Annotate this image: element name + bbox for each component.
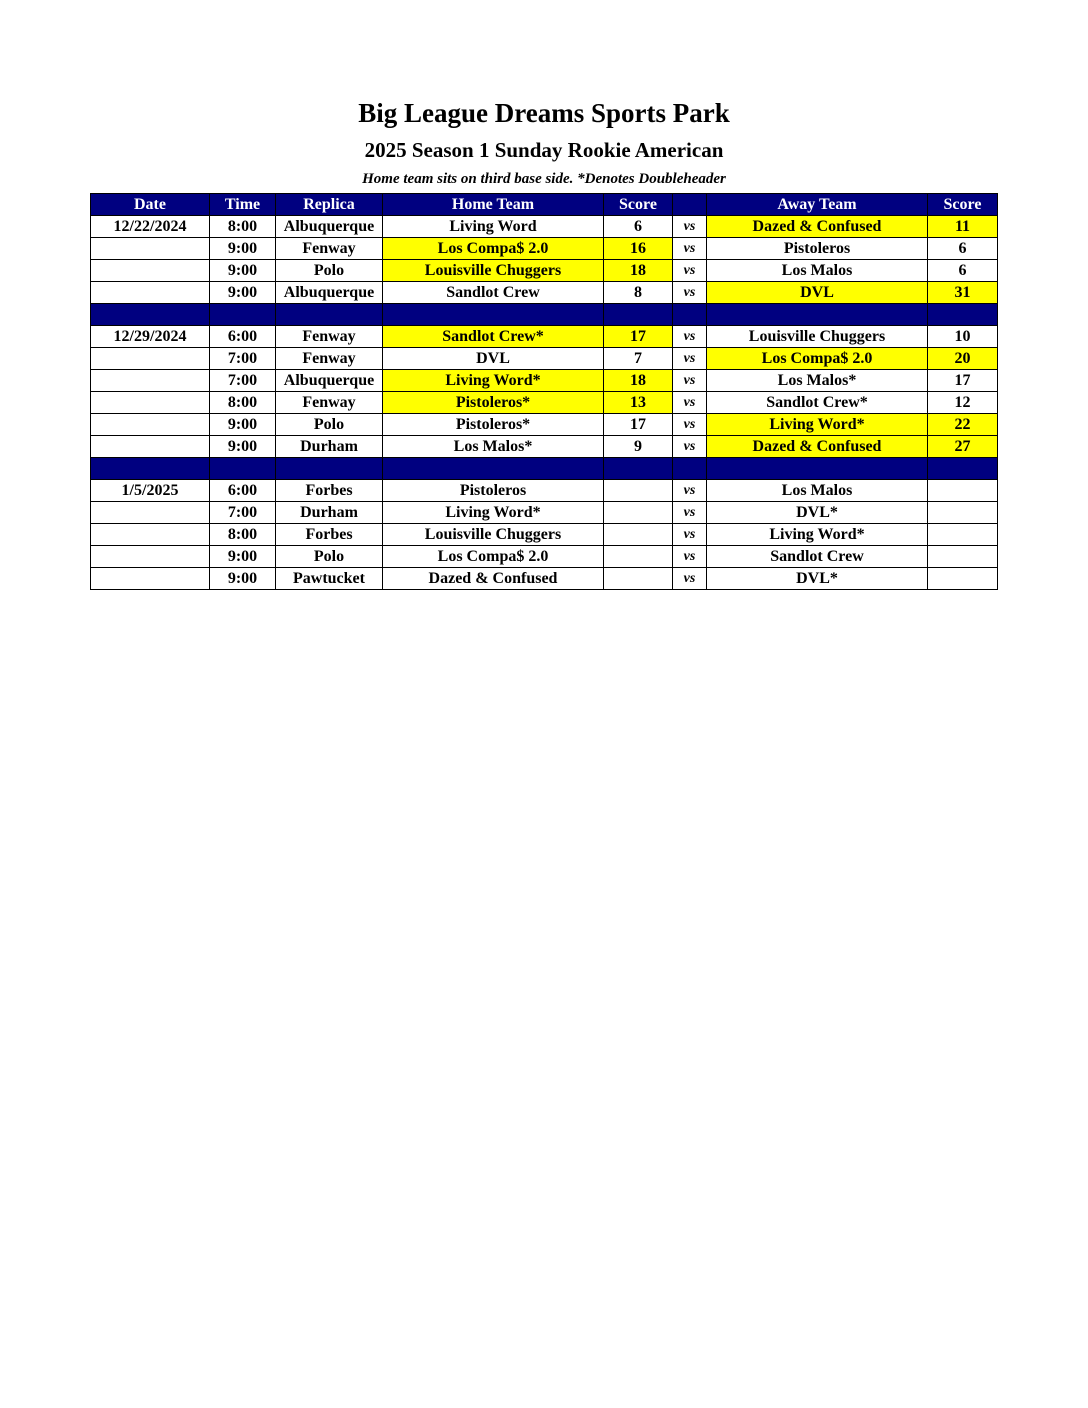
away-score-cell <box>928 546 998 568</box>
separator-cell <box>91 458 210 480</box>
away-score-cell: 6 <box>928 260 998 282</box>
vs-cell: vs <box>673 370 707 392</box>
away-team-cell: Sandlot Crew <box>707 546 928 568</box>
replica-cell: Fenway <box>276 348 383 370</box>
away-team-cell: Dazed & Confused <box>707 216 928 238</box>
time-cell: 8:00 <box>210 524 276 546</box>
away-team-cell: Los Compa$ 2.0 <box>707 348 928 370</box>
separator-cell <box>383 458 604 480</box>
vs-cell: vs <box>673 502 707 524</box>
away-score-cell <box>928 502 998 524</box>
home-team-cell: Pistoleros* <box>383 392 604 414</box>
separator-cell <box>91 304 210 326</box>
schedule-body <box>91 216 998 590</box>
date-cell <box>91 568 210 590</box>
home-team-cell: Los Compa$ 2.0 <box>383 546 604 568</box>
replica-cell: Fenway <box>276 326 383 348</box>
vs-cell: vs <box>673 436 707 458</box>
game-row <box>91 392 998 414</box>
time-cell: 7:00 <box>210 502 276 524</box>
away-team-cell: Los Malos* <box>707 370 928 392</box>
date-cell <box>91 546 210 568</box>
home-score-cell <box>604 480 673 502</box>
vs-cell: vs <box>673 414 707 436</box>
home-score-cell: 18 <box>604 260 673 282</box>
separator-cell <box>210 304 276 326</box>
replica-cell: Polo <box>276 546 383 568</box>
home-score-cell <box>604 524 673 546</box>
replica-cell: Albuquerque <box>276 370 383 392</box>
time-cell: 6:00 <box>210 326 276 348</box>
home-team-cell: Pistoleros* <box>383 414 604 436</box>
header-date: Date <box>91 194 210 216</box>
away-score-cell: 11 <box>928 216 998 238</box>
replica-cell: Forbes <box>276 524 383 546</box>
home-score-cell: 16 <box>604 238 673 260</box>
date-cell <box>91 436 210 458</box>
home-team-cell: Living Word <box>383 216 604 238</box>
home-score-cell <box>604 568 673 590</box>
away-team-cell: DVL <box>707 282 928 304</box>
home-score-cell: 18 <box>604 370 673 392</box>
separator-cell <box>673 304 707 326</box>
separator-cell <box>604 304 673 326</box>
time-cell: 9:00 <box>210 414 276 436</box>
separator-cell <box>928 304 998 326</box>
replica-cell: Albuquerque <box>276 216 383 238</box>
home-team-cell: DVL <box>383 348 604 370</box>
separator-cell <box>707 304 928 326</box>
header-home-team: Home Team <box>383 194 604 216</box>
game-row <box>91 568 998 590</box>
header-vs <box>673 194 707 216</box>
vs-cell: vs <box>673 392 707 414</box>
time-cell: 7:00 <box>210 370 276 392</box>
home-score-cell: 7 <box>604 348 673 370</box>
home-team-cell: Living Word* <box>383 370 604 392</box>
home-score-cell <box>604 546 673 568</box>
page-subtitle: 2025 Season 1 Sunday Rookie American <box>364 138 724 162</box>
separator-cell <box>673 458 707 480</box>
vs-cell: vs <box>673 568 707 590</box>
home-score-cell: 13 <box>604 392 673 414</box>
away-team-cell: Dazed & Confused <box>707 436 928 458</box>
header-replica: Replica <box>276 194 383 216</box>
date-cell: 1/5/2025 <box>91 480 210 502</box>
replica-cell: Pawtucket <box>276 568 383 590</box>
time-cell: 7:00 <box>210 348 276 370</box>
vs-cell: vs <box>673 260 707 282</box>
away-team-cell: DVL* <box>707 568 928 590</box>
away-team-cell: Pistoleros <box>707 238 928 260</box>
replica-cell: Fenway <box>276 392 383 414</box>
separator-cell <box>276 458 383 480</box>
away-score-cell: 17 <box>928 370 998 392</box>
home-score-cell: 6 <box>604 216 673 238</box>
away-score-cell: 6 <box>928 238 998 260</box>
home-team-cell: Dazed & Confused <box>383 568 604 590</box>
away-score-cell <box>928 568 998 590</box>
home-team-cell: Pistoleros <box>383 480 604 502</box>
away-team-cell: Los Malos <box>707 260 928 282</box>
home-team-cell: Louisville Chuggers <box>383 260 604 282</box>
separator-cell <box>928 458 998 480</box>
away-team-cell: Louisville Chuggers <box>707 326 928 348</box>
home-score-cell: 17 <box>604 326 673 348</box>
away-team-cell: Los Malos <box>707 480 928 502</box>
game-row <box>91 370 998 392</box>
game-row <box>91 546 998 568</box>
home-team-cell: Los Malos* <box>383 436 604 458</box>
away-score-cell: 31 <box>928 282 998 304</box>
time-cell: 8:00 <box>210 392 276 414</box>
date-cell <box>91 392 210 414</box>
vs-cell: vs <box>673 282 707 304</box>
away-score-cell: 10 <box>928 326 998 348</box>
away-score-cell: 20 <box>928 348 998 370</box>
away-team-cell: Sandlot Crew* <box>707 392 928 414</box>
away-team-cell: DVL* <box>707 502 928 524</box>
schedule-note: Home team sits on third base side. *Denotes Doubleheader <box>362 171 726 187</box>
header-time: Time <box>210 194 276 216</box>
away-score-cell: 27 <box>928 436 998 458</box>
away-score-cell: 22 <box>928 414 998 436</box>
vs-cell: vs <box>673 546 707 568</box>
header-home-score: Score <box>604 194 673 216</box>
separator-cell <box>604 458 673 480</box>
home-score-cell <box>604 502 673 524</box>
time-cell: 9:00 <box>210 436 276 458</box>
page-title: Big League Dreams Sports Park <box>358 98 730 128</box>
game-row <box>91 348 998 370</box>
vs-cell: vs <box>673 326 707 348</box>
vs-cell: vs <box>673 216 707 238</box>
away-score-cell <box>928 480 998 502</box>
time-cell: 8:00 <box>210 216 276 238</box>
replica-cell: Fenway <box>276 238 383 260</box>
home-team-cell: Los Compa$ 2.0 <box>383 238 604 260</box>
schedule-table <box>90 193 998 590</box>
away-team-cell: Living Word* <box>707 414 928 436</box>
vs-cell: vs <box>673 480 707 502</box>
date-cell <box>91 370 210 392</box>
date-cell <box>91 282 210 304</box>
home-score-cell: 17 <box>604 414 673 436</box>
game-row <box>91 326 998 348</box>
separator-cell <box>210 458 276 480</box>
away-score-cell: 12 <box>928 392 998 414</box>
home-team-cell: Sandlot Crew* <box>383 326 604 348</box>
home-team-cell: Louisville Chuggers <box>383 524 604 546</box>
home-team-cell: Sandlot Crew <box>383 282 604 304</box>
time-cell: 6:00 <box>210 480 276 502</box>
header-row <box>91 194 998 216</box>
date-cell <box>91 414 210 436</box>
separator-cell <box>276 304 383 326</box>
vs-cell: vs <box>673 238 707 260</box>
vs-cell: vs <box>673 348 707 370</box>
separator-cell <box>383 304 604 326</box>
home-score-cell: 8 <box>604 282 673 304</box>
game-row <box>91 414 998 436</box>
date-cell <box>91 524 210 546</box>
time-cell: 9:00 <box>210 238 276 260</box>
date-cell <box>91 502 210 524</box>
game-row <box>91 282 998 304</box>
date-cell: 12/22/2024 <box>91 216 210 238</box>
home-team-cell: Living Word* <box>383 502 604 524</box>
separator-row <box>91 304 998 326</box>
game-row <box>91 480 998 502</box>
replica-cell: Forbes <box>276 480 383 502</box>
game-row <box>91 238 998 260</box>
game-row <box>91 502 998 524</box>
separator-cell <box>707 458 928 480</box>
date-cell <box>91 260 210 282</box>
date-cell <box>91 238 210 260</box>
away-score-cell <box>928 524 998 546</box>
header-away-score: Score <box>928 194 998 216</box>
replica-cell: Polo <box>276 260 383 282</box>
replica-cell: Durham <box>276 436 383 458</box>
vs-cell: vs <box>673 524 707 546</box>
game-row <box>91 436 998 458</box>
game-row <box>91 260 998 282</box>
replica-cell: Durham <box>276 502 383 524</box>
replica-cell: Albuquerque <box>276 282 383 304</box>
away-team-cell: Living Word* <box>707 524 928 546</box>
game-row <box>91 216 998 238</box>
header-away-team: Away Team <box>707 194 928 216</box>
time-cell: 9:00 <box>210 282 276 304</box>
date-cell: 12/29/2024 <box>91 326 210 348</box>
time-cell: 9:00 <box>210 260 276 282</box>
home-score-cell: 9 <box>604 436 673 458</box>
date-cell <box>91 348 210 370</box>
time-cell: 9:00 <box>210 546 276 568</box>
time-cell: 9:00 <box>210 568 276 590</box>
separator-row <box>91 458 998 480</box>
replica-cell: Polo <box>276 414 383 436</box>
game-row <box>91 524 998 546</box>
